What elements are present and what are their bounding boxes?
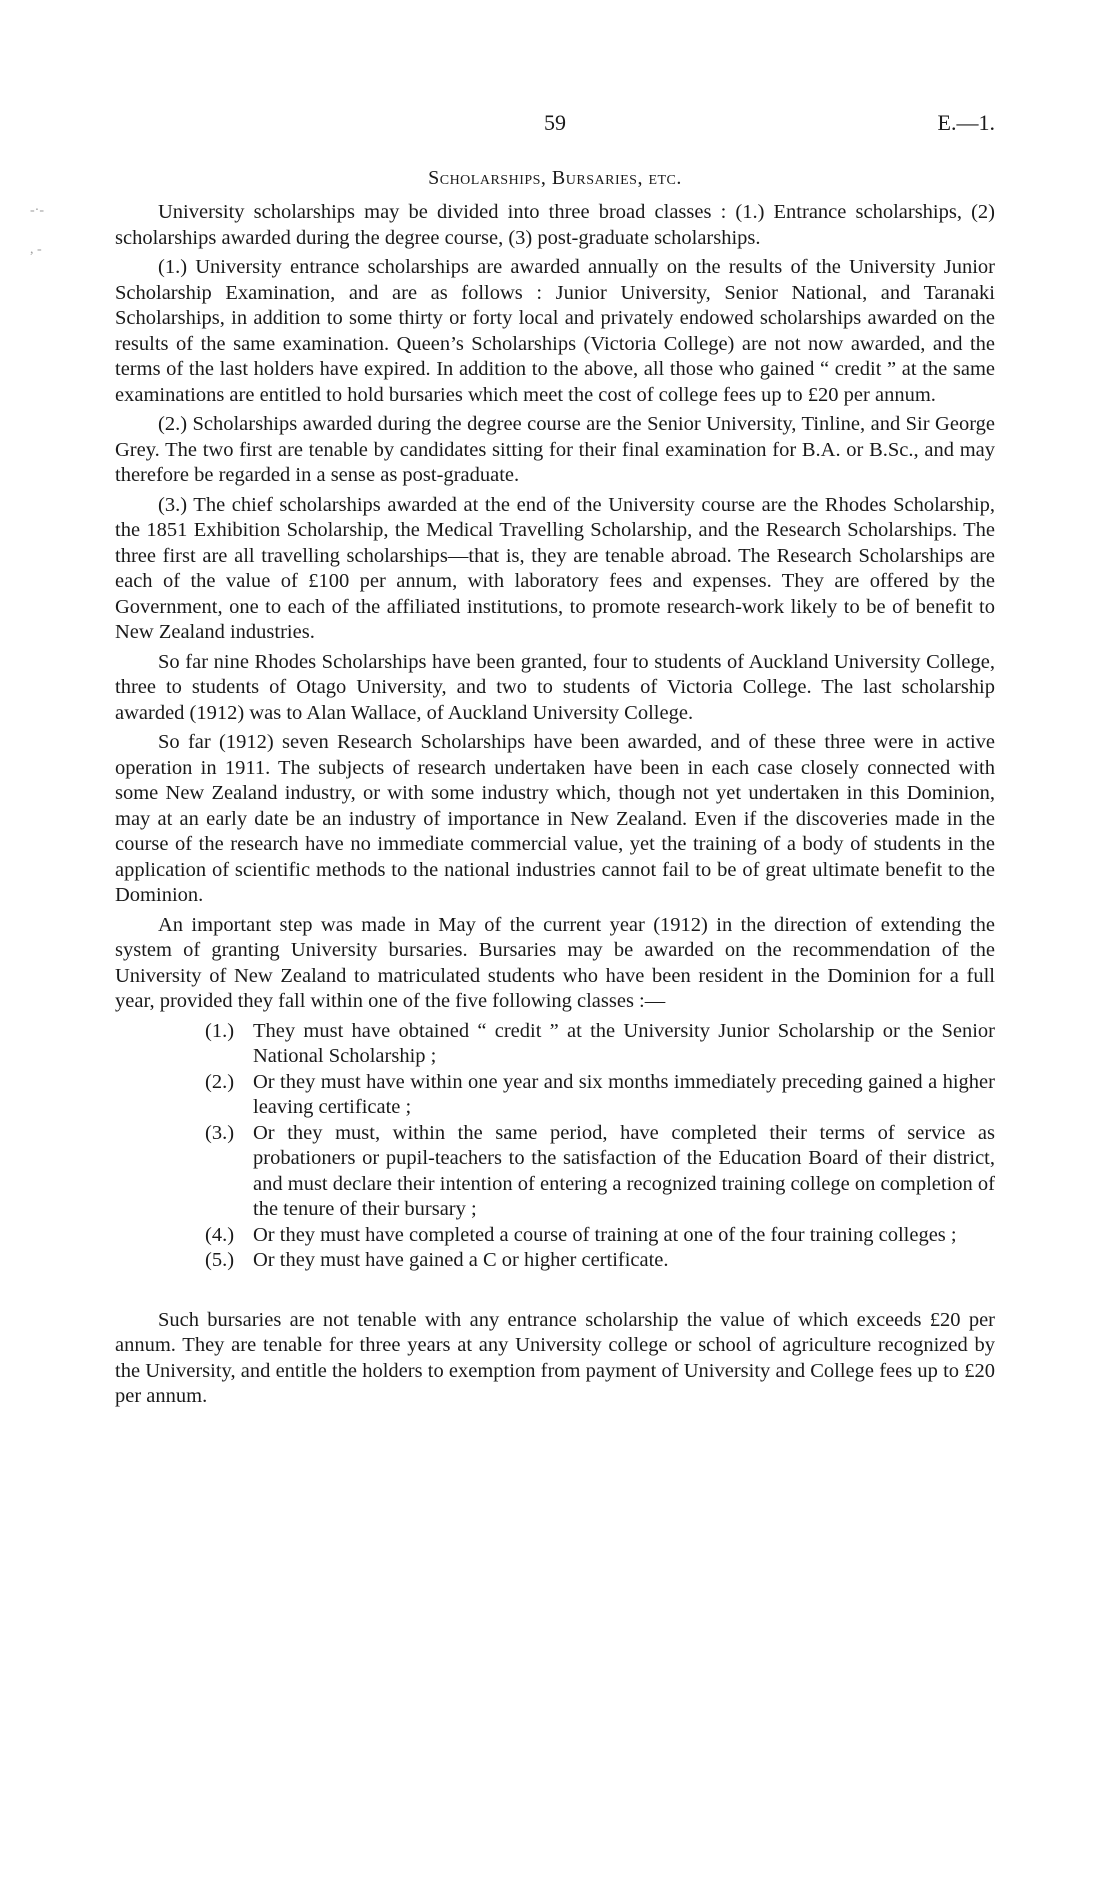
paragraph: So far (1912) seven Research Scholarships have been awarded, and of these three were in active operation in 1911. The subjects of research undertaken have been in each case closely connected with some New Zealand industry, or with some industry which, though not yet undertaken in this Dominion, may at an early date be an industry of importance in New Zealand. Even if the discoveries made in the course of the research have no immediate commercial value, yet the training of a body of students in the application of scientific methods to the national industries cannot fail to be of great ultimate benefit to the Dominion. <box>115 731 995 906</box>
page-header <box>115 110 995 140</box>
series-label: E.—1. <box>937 110 995 135</box>
list-item-text: They must have obtained “ credit ” at the University Junior Scholarship or the Senior National Scholarship ; <box>253 1019 995 1067</box>
list-item-number: (2.) <box>205 1070 235 1093</box>
paragraph: An important step was made in May of the current year (1912) in the direction of extending the system of granting University bursaries. Bursaries may be awarded on the recommendation of the University of New Zealand to matriculated students who have been resident in the Dominion for a full year, provided they fall within one of the five following classes :— <box>115 913 995 1012</box>
paragraph: So far nine Rhodes Scholarships have been granted, four to students of Auckland University College, three to students of Otago University, and two to students of Victoria College. The last scholarship awarded (1912) was to Alan Wallace, of Auckland University College. <box>115 650 995 724</box>
list-item-number: (1.) <box>205 1019 235 1042</box>
body-text <box>115 200 995 1414</box>
list-item-number: (4.) <box>205 1223 235 1246</box>
list-item <box>205 1121 995 1223</box>
section-title: Scholarships, Bursaries, etc. <box>428 167 682 189</box>
list-item <box>205 1070 995 1121</box>
paragraph: (1.) University entrance scholarships are awarded annually on the results of the University Junior Scholarship Examination, and are as follows : Junior University, Senior National, and Taranaki Scholarships, in addition to some thirty or forty local and privately endowed scholarships awarded on the results of the same examination. Queen’s Scholarships (Victoria College) are not now awarded, and the terms of the last holders have expired. In addition to the above, all those who gained “ credit ” at the same examinations are entitled to hold bursaries which meet the cost of college fees up to £20 per annum. <box>115 256 995 406</box>
list-item <box>205 1019 995 1070</box>
margin-mark: , - <box>30 242 42 257</box>
bursary-classes-list <box>115 1019 995 1274</box>
paragraph: (2.) Scholarships awarded during the degree course are the Senior University, Tinline, and Sir George Grey. The two first are tenable by candidates sitting for their final examination for B.A. or B.Sc., and may therefore be regarded in a sense as post-graduate. <box>115 413 995 486</box>
margin-mark: -·- <box>30 203 44 218</box>
list-item-number: (5.) <box>205 1249 235 1271</box>
list-item <box>205 1223 995 1249</box>
closing-paragraph: Such bursaries are not tenable with any entrance scholarship the value of which exceeds £20 per annum. They are tenable for three years at any University college or school of agriculture recognized by the University, and entitle the holders to exemption from payment of University and College fees up to £20 per annum. <box>115 1308 995 1407</box>
list-item-text: Or they must have completed a course of training at one of the four training colleges ; <box>253 1223 957 1246</box>
list-item-number: (3.) <box>205 1121 235 1144</box>
list-item <box>205 1248 995 1274</box>
list-item-text: Or they must have gained a C or higher certificate. <box>253 1249 669 1271</box>
list-item-text: Or they must, within the same period, have completed their terms of service as probationers or pupil-teachers to the satisfaction of the Education Board of their district, and must declare their intention of entering a recognized training college on completion of the tenure of their bursary ; <box>253 1121 995 1220</box>
paragraph: (3.) The chief scholarships awarded at the end of the University course are the Rhodes Scholarship, the 1851 Exhibition Scholarship, the Medical Travelling Scholarship, and the Research Scholarships. The three first are all travelling scholarships—that is, they are tenable abroad. The Research Scholarships are each of the value of £100 per annum, with laboratory fees and expenses. They are offered by the Government, one to each of the affiliated institutions, to promote research-work likely to be of benefit to New Zealand industries. <box>115 493 995 643</box>
page-number: 59 <box>544 110 566 135</box>
paragraph: University scholarships may be divided into three broad classes : (1.) Entrance scholarships, (2) scholarships awarded during the degree course, (3) post-graduate scholarships. <box>115 201 995 249</box>
list-item-text: Or they must have within one year and six months immediately preceding gained a higher leaving certificate ; <box>253 1070 995 1118</box>
